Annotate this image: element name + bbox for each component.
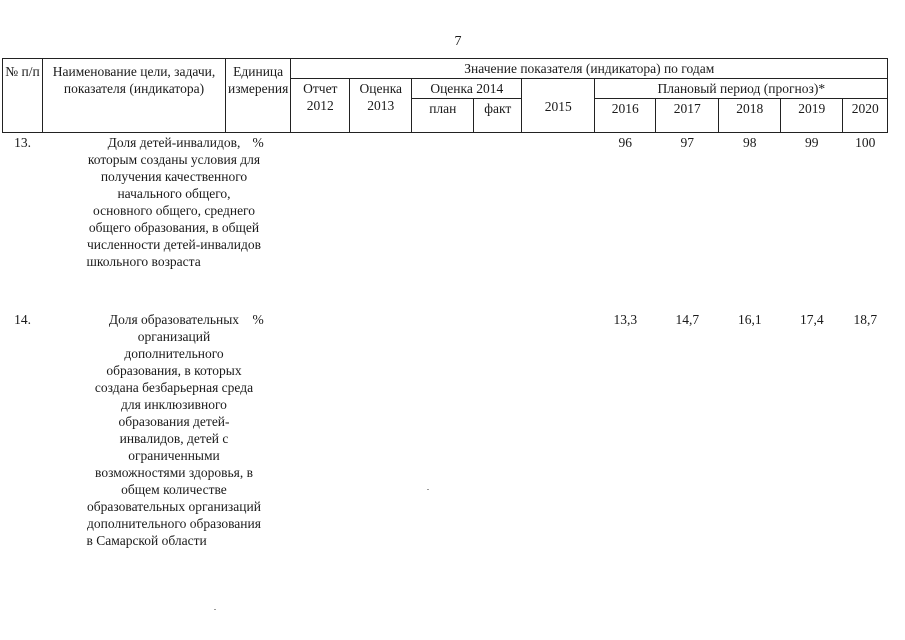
cell-2017: 97 xyxy=(680,135,695,150)
header-col-name: Наименование цели, задачи, показателя (индикатора) xyxy=(43,59,226,133)
header-plan-period: Плановый период (прогноз)* xyxy=(595,79,888,99)
header-col-number: № п/п xyxy=(3,59,43,133)
cell-2018: 16,1 xyxy=(737,311,762,327)
row-unit: % xyxy=(252,135,264,150)
cell-2018: 98 xyxy=(743,135,757,150)
cell-2020: 18,7 xyxy=(853,311,878,327)
table-header xyxy=(3,59,888,133)
cell-2015 xyxy=(522,133,595,310)
header-report-2012: Отчет 2012 xyxy=(291,79,350,133)
header-year-2020: 2020 xyxy=(843,99,888,133)
cell-fact-2014 xyxy=(474,310,522,560)
row-indicator-name: Доля детей-инвалидов, которым созданы условия для получения качественного начального общего, основного общего, среднего общего образования, в общей численности детей-инвалидов школьного возраста xyxy=(86,135,261,269)
cell-2017: 14,7 xyxy=(675,311,700,327)
table-row xyxy=(3,310,888,560)
scan-speck xyxy=(427,489,429,490)
cell-2012 xyxy=(291,310,350,560)
table-row xyxy=(3,133,888,310)
cell-2015 xyxy=(522,310,595,560)
row-indicator-name: Доля образовательных организаций дополнительного образования, в которых создана безбарьерная среда для инклюзивного образования детей-инвалидов, детей с ограниченными возможностями здоровья, в общем количестве образовательных организаций дополнительного образования в Самарской области xyxy=(86,311,261,548)
cell-plan-2014 xyxy=(412,310,474,560)
header-estimate-2014: Оценка 2014 xyxy=(412,79,522,99)
indicators-table xyxy=(2,58,888,560)
cell-2019: 99 xyxy=(805,135,819,150)
header-plan-2014: план xyxy=(412,99,474,133)
row-number: 14. xyxy=(14,311,31,327)
header-estimate-2013: Оценка 2013 xyxy=(350,79,412,133)
scan-speck xyxy=(214,609,216,610)
row-number: 13. xyxy=(14,135,31,150)
cell-2013 xyxy=(350,310,412,560)
header-year-2016: 2016 xyxy=(595,99,656,133)
header-year-2015: 2015 xyxy=(522,79,595,133)
header-year-2017: 2017 xyxy=(656,99,719,133)
cell-2013 xyxy=(350,133,412,310)
row-unit: % xyxy=(252,311,264,327)
cell-2016: 13,3 xyxy=(613,311,638,327)
cell-2020: 100 xyxy=(855,135,876,150)
header-year-2019: 2019 xyxy=(781,99,843,133)
page-number: 7 xyxy=(454,34,462,49)
cell-2016: 96 xyxy=(618,135,633,150)
header-values-group: Значение показателя (индикатора) по годам xyxy=(291,59,888,79)
cell-2019: 17,4 xyxy=(799,311,824,327)
cell-2012 xyxy=(291,133,350,310)
cell-plan-2014 xyxy=(412,133,474,310)
cell-fact-2014 xyxy=(474,133,522,310)
header-year-2018: 2018 xyxy=(719,99,781,133)
header-col-unit: Единица измерения xyxy=(226,59,291,133)
header-fact-2014: факт xyxy=(474,99,522,133)
